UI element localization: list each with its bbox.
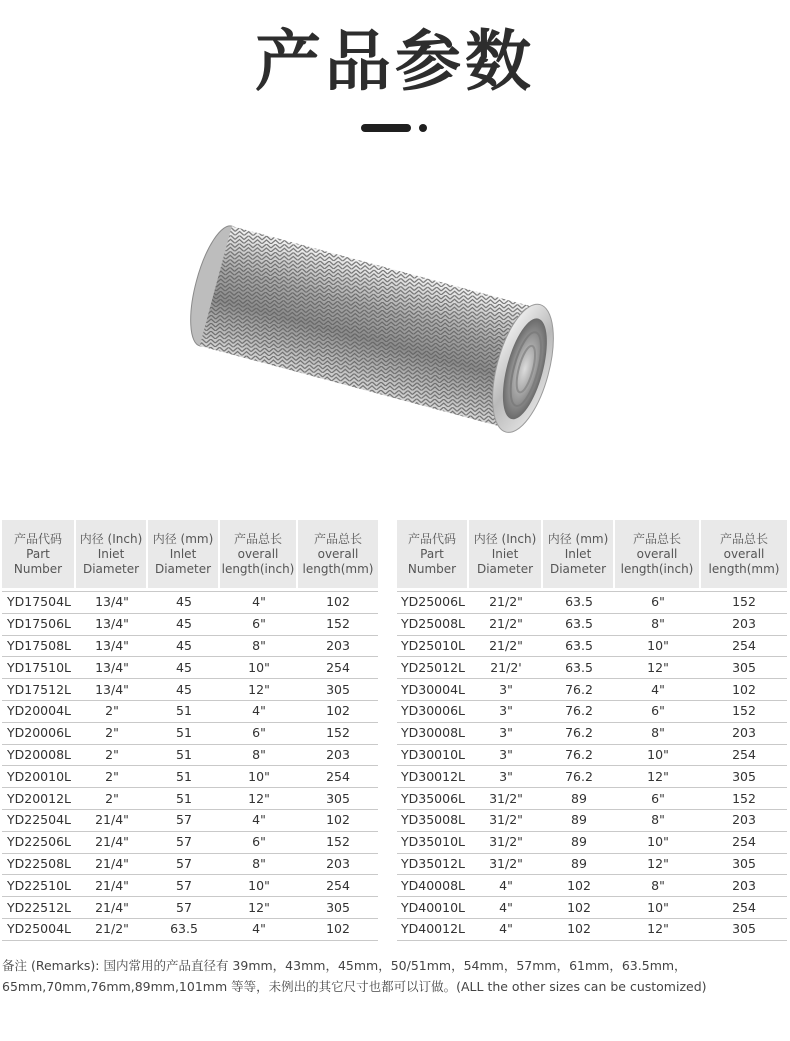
table-cell: 57	[148, 854, 220, 876]
col-length-inch: 产品总长 overall length(inch)	[220, 520, 298, 588]
table-row	[2, 854, 378, 876]
table-cell: 305	[298, 788, 378, 810]
table-cell: 305	[701, 766, 787, 788]
table-cell: 102	[543, 875, 615, 897]
table-cell: 13/4"	[76, 679, 148, 701]
table-row	[2, 614, 378, 636]
table-row	[397, 897, 787, 919]
table-cell: 89	[543, 788, 615, 810]
table-row	[2, 832, 378, 854]
table-cell: YD22506L	[2, 832, 76, 854]
table-cell: 12"	[615, 854, 701, 876]
remarks-note: 备注 (Remarks): 国内常用的产品直径有 39mm，43mm，45mm，50/51mm，54mm，57mm，61mm，63.5mm，65mm,70mm,76mm,89mm,101mm 等等，未例出的其它尺寸也都可以订做。(ALL the other sizes can be customized)	[2, 958, 707, 994]
table-cell: YD35010L	[397, 832, 469, 854]
table-cell: 2"	[76, 723, 148, 745]
table-row	[397, 679, 787, 701]
table-cell: 51	[148, 723, 220, 745]
table-cell: 76.2	[543, 766, 615, 788]
table-cell: 254	[701, 832, 787, 854]
table-row	[397, 788, 787, 810]
table-cell: 6"	[615, 701, 701, 723]
table-cell: 8"	[615, 810, 701, 832]
table-cell: 203	[701, 614, 787, 636]
table-cell: 76.2	[543, 745, 615, 767]
table-row	[2, 657, 378, 679]
table-cell: 8"	[615, 875, 701, 897]
flexible-exhaust-pipe-image	[170, 205, 590, 455]
table-cell: 2"	[76, 766, 148, 788]
table-cell: 3"	[469, 679, 543, 701]
table-cell: 89	[543, 832, 615, 854]
table-cell: 12"	[615, 657, 701, 679]
table-cell: 8"	[220, 636, 298, 658]
table-cell: 45	[148, 657, 220, 679]
table-cell: 21/2"	[76, 919, 148, 941]
table-row	[397, 614, 787, 636]
table-cell: 152	[701, 788, 787, 810]
table-cell: 3"	[469, 745, 543, 767]
table-cell: 2"	[76, 701, 148, 723]
table-cell: YD20008L	[2, 745, 76, 767]
table-cell: 4"	[469, 897, 543, 919]
table-cell: 13/4"	[76, 657, 148, 679]
table-row	[2, 701, 378, 723]
spec-table-right	[397, 520, 787, 941]
table-cell: 12"	[220, 897, 298, 919]
table-cell: 31/2"	[469, 788, 543, 810]
table-cell: 12"	[615, 766, 701, 788]
table-cell: 254	[298, 657, 378, 679]
table-cell: 102	[543, 919, 615, 941]
table-cell: 254	[701, 897, 787, 919]
table-cell: 152	[701, 592, 787, 614]
table-cell: 21/4"	[76, 810, 148, 832]
table-cell: YD30012L	[397, 766, 469, 788]
table-cell: 21/4"	[76, 875, 148, 897]
table-cell: YD30008L	[397, 723, 469, 745]
table-row	[2, 592, 378, 614]
table-cell: YD40008L	[397, 875, 469, 897]
table-cell: 45	[148, 636, 220, 658]
table-cell: 203	[298, 636, 378, 658]
table-cell: 6"	[220, 832, 298, 854]
table-cell: 203	[701, 875, 787, 897]
table-cell: 102	[543, 897, 615, 919]
table-row	[397, 832, 787, 854]
table-cell: 63.5	[543, 592, 615, 614]
col-part-number: 产品代码 Part Number	[397, 520, 469, 588]
spec-table-left	[2, 520, 378, 941]
table-cell: 51	[148, 701, 220, 723]
table-cell: 57	[148, 832, 220, 854]
table-cell: 63.5	[543, 636, 615, 658]
title-dot	[419, 124, 427, 132]
table-cell: 21/4"	[76, 897, 148, 919]
table-row	[397, 723, 787, 745]
page-title: 产品参数	[255, 23, 535, 100]
table-cell: YD22512L	[2, 897, 76, 919]
table-cell: 31/2"	[469, 854, 543, 876]
table-cell: 10"	[220, 766, 298, 788]
table-header-row	[397, 520, 787, 588]
col-length-mm: 产品总长 overall length(mm)	[701, 520, 787, 588]
col-inlet-inch: 内径 (Inch) Iniet Diameter	[76, 520, 148, 588]
table-cell: 254	[298, 875, 378, 897]
table-cell: 10"	[615, 636, 701, 658]
table-cell: 63.5	[543, 657, 615, 679]
table-cell: 8"	[615, 723, 701, 745]
table-cell: 12"	[220, 679, 298, 701]
table-cell: 2"	[76, 788, 148, 810]
table-cell: YD30004L	[397, 679, 469, 701]
table-row	[397, 875, 787, 897]
table-cell: 152	[298, 832, 378, 854]
table-cell: 21/2"	[469, 614, 543, 636]
table-cell: YD25008L	[397, 614, 469, 636]
table-row	[2, 897, 378, 919]
table-cell: 10"	[220, 875, 298, 897]
table-cell: YD20010L	[2, 766, 76, 788]
table-row	[397, 657, 787, 679]
table-cell: YD20004L	[2, 701, 76, 723]
table-row	[2, 875, 378, 897]
table-cell: 76.2	[543, 701, 615, 723]
table-cell: 3"	[469, 766, 543, 788]
table-cell: 57	[148, 897, 220, 919]
table-cell: 4"	[220, 919, 298, 941]
table-cell: 102	[701, 679, 787, 701]
table-cell: YD17510L	[2, 657, 76, 679]
table-cell: YD25012L	[397, 657, 469, 679]
table-cell: 305	[298, 679, 378, 701]
table-cell: 4"	[469, 919, 543, 941]
table-cell: YD30006L	[397, 701, 469, 723]
table-cell: 102	[298, 810, 378, 832]
table-cell: 21/2"	[469, 636, 543, 658]
table-row	[2, 723, 378, 745]
table-cell: 63.5	[148, 919, 220, 941]
table-row	[397, 745, 787, 767]
table-cell: YD35012L	[397, 854, 469, 876]
table-cell: YD22504L	[2, 810, 76, 832]
table-row	[2, 766, 378, 788]
table-cell: 8"	[220, 745, 298, 767]
table-cell: 102	[298, 919, 378, 941]
table-cell: 152	[701, 701, 787, 723]
table-cell: 305	[701, 657, 787, 679]
table-cell: YD40010L	[397, 897, 469, 919]
table-row	[2, 810, 378, 832]
col-length-inch: 产品总长 overall length(inch)	[615, 520, 701, 588]
table-cell: 89	[543, 810, 615, 832]
table-cell: 21/2"	[469, 592, 543, 614]
table-cell: 152	[298, 723, 378, 745]
table-cell: 21/4"	[76, 854, 148, 876]
table-cell: 13/4"	[76, 636, 148, 658]
table-row	[397, 636, 787, 658]
table-cell: 3"	[469, 723, 543, 745]
table-cell: 4"	[615, 679, 701, 701]
table-cell: 51	[148, 766, 220, 788]
table-cell: 203	[701, 810, 787, 832]
table-cell: 57	[148, 810, 220, 832]
table-cell: 203	[701, 723, 787, 745]
table-cell: 21/2'	[469, 657, 543, 679]
spec-table-left-body	[2, 588, 378, 941]
table-cell: 254	[701, 636, 787, 658]
table-header-row	[2, 520, 378, 588]
table-row	[2, 636, 378, 658]
table-cell: 4"	[220, 592, 298, 614]
table-cell: 10"	[615, 745, 701, 767]
table-cell: YD22510L	[2, 875, 76, 897]
table-row	[397, 854, 787, 876]
table-cell: 10"	[615, 832, 701, 854]
table-cell: 57	[148, 875, 220, 897]
table-cell: 10"	[220, 657, 298, 679]
table-cell: 13/4"	[76, 592, 148, 614]
table-cell: YD17512L	[2, 679, 76, 701]
table-cell: 21/4"	[76, 832, 148, 854]
table-cell: 102	[298, 701, 378, 723]
table-cell: 4"	[220, 701, 298, 723]
table-cell: YD40012L	[397, 919, 469, 941]
table-row	[397, 701, 787, 723]
table-cell: 63.5	[543, 614, 615, 636]
table-row	[2, 679, 378, 701]
table-cell: YD20012L	[2, 788, 76, 810]
table-row	[2, 745, 378, 767]
table-cell: 254	[298, 766, 378, 788]
table-cell: YD35006L	[397, 788, 469, 810]
table-cell: 6"	[615, 788, 701, 810]
table-cell: 254	[701, 745, 787, 767]
table-cell: 31/2"	[469, 832, 543, 854]
table-cell: YD17506L	[2, 614, 76, 636]
table-cell: YD25010L	[397, 636, 469, 658]
table-row	[2, 919, 378, 941]
table-cell: YD25004L	[2, 919, 76, 941]
col-part-number: 产品代码 Part Number	[2, 520, 76, 588]
table-cell: 31/2"	[469, 810, 543, 832]
table-cell: YD17508L	[2, 636, 76, 658]
table-cell: 305	[701, 919, 787, 941]
table-row	[2, 788, 378, 810]
table-cell: 3"	[469, 701, 543, 723]
table-cell: YD17504L	[2, 592, 76, 614]
table-cell: 6"	[615, 592, 701, 614]
table-cell: 2"	[76, 745, 148, 767]
table-cell: 6"	[220, 614, 298, 636]
table-cell: 51	[148, 788, 220, 810]
table-cell: 45	[148, 614, 220, 636]
table-cell: 51	[148, 745, 220, 767]
table-cell: 10"	[615, 897, 701, 919]
table-cell: 203	[298, 854, 378, 876]
table-cell: YD30010L	[397, 745, 469, 767]
table-cell: YD35008L	[397, 810, 469, 832]
table-cell: 8"	[220, 854, 298, 876]
table-cell: 45	[148, 592, 220, 614]
table-row	[397, 766, 787, 788]
table-cell: YD22508L	[2, 854, 76, 876]
table-cell: 305	[701, 854, 787, 876]
col-inlet-mm: 内径 (mm) Inlet Diameter	[148, 520, 220, 588]
table-cell: 13/4"	[76, 614, 148, 636]
table-cell: 6"	[220, 723, 298, 745]
spec-table-right-body	[397, 588, 787, 941]
table-cell: YD20006L	[2, 723, 76, 745]
table-cell: YD25006L	[397, 592, 469, 614]
title-underline	[361, 124, 411, 132]
table-cell: 152	[298, 614, 378, 636]
table-cell: 203	[298, 745, 378, 767]
col-inlet-inch: 内径 (Inch) Iniet Diameter	[469, 520, 543, 588]
table-row	[397, 919, 787, 941]
table-row	[397, 592, 787, 614]
table-cell: 89	[543, 854, 615, 876]
col-length-mm: 产品总长 overall length(mm)	[298, 520, 378, 588]
table-cell: 45	[148, 679, 220, 701]
table-cell: 305	[298, 897, 378, 919]
table-cell: 12"	[615, 919, 701, 941]
table-cell: 76.2	[543, 723, 615, 745]
table-cell: 8"	[615, 614, 701, 636]
col-inlet-mm: 内径 (mm) Inlet Diameter	[543, 520, 615, 588]
table-cell: 12"	[220, 788, 298, 810]
table-cell: 76.2	[543, 679, 615, 701]
table-cell: 4"	[469, 875, 543, 897]
table-cell: 102	[298, 592, 378, 614]
table-cell: 4"	[220, 810, 298, 832]
table-row	[397, 810, 787, 832]
